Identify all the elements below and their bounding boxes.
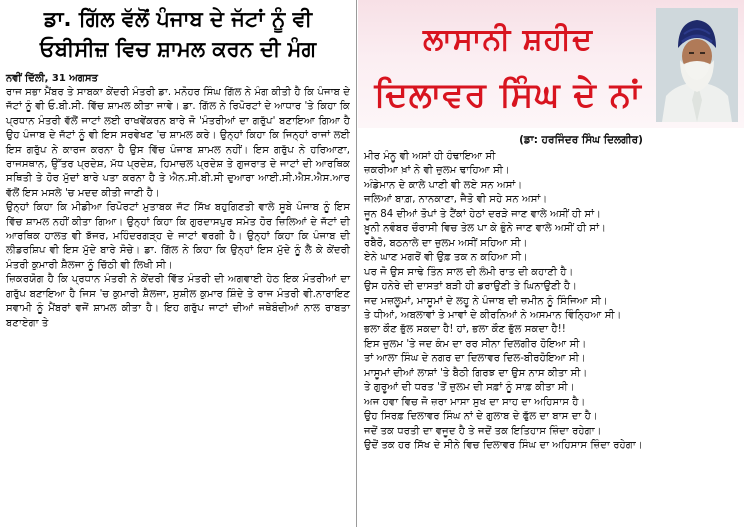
poem-line: ਉਦੋਂ ਤਕ ਹਰ ਸਿੱਖ ਦੇ ਸੀਨੇ ਵਿਚ ਦਿਲਾਵਰ ਸਿੰਘ ਦਾ ਅਹਿਸਾਸ ਜ਼ਿੰਦਾ ਰਹੇਗਾ। <box>364 440 643 452</box>
poem-line: ਜਦ ਮਜ਼ਲੂਮਾਂ, ਮਾਸੂਮਾਂ ਦੇ ਲਹੂ ਨੇ ਪੰਜਾਬ ਦੀ ਜ਼ਮੀਨ ਨੂੰ ਸਿੰਜਿਆ ਸੀ। <box>364 295 608 307</box>
poem-line: ਰਬੈਰੋ, ਬਠਨਾਲੇ ਦਾ ਜ਼ੁਲਮ ਅਸੀਂ ਸਹਿਆ ਸੀ। <box>364 237 528 249</box>
portrait-illustration <box>656 8 738 122</box>
left-paragraph-1: ਰਾਜ ਸਭਾ ਮੈਂਬਰ ਤੇ ਸਾਬਕਾ ਕੇਂਦਰੀ ਮੰਤਰੀ ਡਾ. ਮਨੋਹਰ ਸਿੰਘ ਗਿੱਲ ਨੇ ਮੰਗ ਕੀਤੀ ਹੈ ਕਿ ਪੰਜਾਬ ਦੇ ਜੱਟਾਂ ਨੂੰ ਵੀ ਓ.ਬੀ.ਸੀ. ਵਿੱਚ ਸ਼ਾਮਲ ਕੀਤਾ ਜਾਵੇ। ਡਾ. ਗਿੱਲ ਨੇ ਰਿਪੋਰਟਾਂ ਦੇ ਆਧਾਰ 'ਤੇ ਕਿਹਾ ਕਿ ਪ੍ਰਧਾਨ ਮੰਤਰੀ ਵੱਲੋਂ ਜਾਟਾਂ ਲਈ ਰਾਖਵੇਂਕਰਨ ਬਾਰੇ ਜੋ 'ਮੰਤਰੀਆਂ ਦਾ ਗਰੁੱਪ' ਬਣਾਇਆ ਗਿਆ ਹੈ ਉਹ ਪੰਜਾਬ ਦੇ ਜੱਟਾਂ ਨੂੰ ਵੀ ਇਸ ਸਰਵੇਖਣ 'ਚ ਸ਼ਾਮਲ ਕਰੇ। ਉਨ੍ਹਾਂ ਕਿਹਾ ਕਿ ਜਿਨ੍ਹਾਂ ਰਾਜਾਂ ਲਈ ਇਸ ਗਰੁੱਪ ਨੇ ਕਾਰਜ ਕਰਨਾ ਹੈ ਉਸ ਵਿੱਚ ਪੰਜਾਬ ਸ਼ਾਮਲ ਨਹੀਂ। ਇਸ ਗਰੁੱਪ ਨੇ ਹਰਿਆਣਾ, ਰਾਜਸਥਾਨ, ਉੱਤਰ ਪ੍ਰਦੇਸ਼, ਮੱਧ ਪ੍ਰਦੇਸ਼, ਹਿਮਾਚਲ ਪ੍ਰਦੇਸ਼ ਤੇ ਗੁਜਰਾਤ ਦੇ ਜਾਟਾਂ ਦੀ ਆਰਥਿਕ ਸਥਿਤੀ ਤੇ ਹੋਰ ਮੁੱਦਾਂ ਬਾਰੇ ਪਤਾ ਕਰਨਾ ਹੈ ਤੇ ਐਨ.ਸੀ.ਬੀ.ਸੀ ਦੁਆਰਾ ਆਈ.ਸੀ.ਐਸ.ਐਸ.ਆਰ ਵੱਲੋਂ ਇਸ ਮਸਲੇ 'ਚ ਮਦਦ ਕੀਤੀ ਜਾਣੀ ਹੈ। <box>6 87 350 199</box>
left-headline <box>0 0 356 64</box>
poem-line: ਮੀਰ ਮੰਨੂ ਵੀ ਅਸਾਂ ਹੀ ਹੰਢਾਇਆ ਸੀ <box>364 151 496 162</box>
poem-line: ਉਸ ਹਨੇਰੇ ਦੀ ਦਾਸਤਾਂ ਬੜੀ ਹੀ ਡਰਾਉਣੀ ਤੇ ਘਿਨਾਉਣੀ ਹੈ। <box>364 281 578 293</box>
poem-line: ਖ਼ੂਨੀ ਨਵੰਬਰ ਚੌਰਾਸੀ ਵਿਚ ਤੇਲ ਪਾ ਕੇ ਭੁੰਨੇ ਜਾਣ ਵਾਲੇ ਅਸੀਂ ਹੀ ਸਾਂ। <box>364 223 606 235</box>
left-article-body <box>0 86 356 331</box>
title-line-1: ਲਾਸਾਨੀ ਸ਼ਹੀਦ <box>423 22 593 57</box>
poem-line: ਏਨੇ ਘਾਣ ਮਗਰੋਂ ਵੀ ਉਫ਼ ਤਕ ਨ ਕਹਿਆ ਸੀ। <box>364 252 528 264</box>
poem-line: ਜ਼ਕਰੀਆ ਖ਼ਾਂ ਨੇ ਵੀ ਜ਼ੁਲਮ ਢਾਹਿਆ ਸੀ। <box>364 165 510 177</box>
poem-line: ਪਰ ਜੋ ਉਸ ਸਾਢੇ ਤਿੰਨ ਸਾਲ ਦੀ ਲੰਮੀ ਰਾਤ ਦੀ ਕਹਾਣੀ ਹੈ। <box>364 266 574 278</box>
author-byline: (ਡਾ: ਹਰਜਿੰਦਰ ਸਿੰਘ ਦਿਲਗੀਰ) <box>519 134 643 146</box>
portrait-photo <box>656 8 738 122</box>
poem-line: ਅਜ ਹਵਾ ਵਿਚ ਜੋ ਜ਼ਰਾ ਮਾਸਾ ਸੁਖ ਦਾ ਸਾਹ ਦਾ ਅਹਿਸਾਸ ਹੈ। <box>364 396 586 408</box>
poem-line: ਜੂਨ 84 ਦੀਆਂ ਤੋਪਾਂ ਤੇ ਟੈਂਕਾਂ ਹੇਠਾਂ ਦਰੜੇ ਜਾਣ ਵਾਲੇ ਅਸੀਂ ਹੀ ਸਾਂ। <box>364 208 602 220</box>
column-divider <box>356 0 357 527</box>
poem-line: ਜਦੋਂ ਤਕ ਧਰਤੀ ਦਾ ਵਜੂਦ ਹੈ ਤੇ ਜਦੋਂ ਤਕ ਇਤਿਹਾਸ ਜ਼ਿੰਦਾ ਰਹੇਗਾ। <box>364 425 602 437</box>
title-line-2: ਦਿਲਾਵਰ ਸਿੰਘ ਦੇ ਨਾਂ <box>374 75 642 115</box>
right-article <box>358 0 744 527</box>
dateline: ਨਵੀਂ ਦਿੱਲੀ, 31 ਅਗਸਤ <box>6 73 98 84</box>
left-paragraph-2: ਉਨ੍ਹਾਂ ਕਿਹਾ ਕਿ ਮੀਡੀਆ ਰਿਪੋਰਟਾਂ ਮੁਤਾਬਕ ਜੱਟ ਸਿੱਖ ਬਹੁਗਿਣਤੀ ਵਾਲੇ ਸੂਬੇ ਪੰਜਾਬ ਨੂੰ ਇਸ ਵਿੱਚ ਸ਼ਾਮਲ ਨਹੀਂ ਕੀਤਾ ਗਿਆ। ਉਨ੍ਹਾਂ ਕਿਹਾ ਕਿ ਗੁਰਦਾਸਪੁਰ ਸਮੇਤ ਹੋਰ ਜ਼ਿਲਿਆਂ ਦੇ ਜੱਟਾਂ ਦੀ ਆਰਥਿਕ ਹਾਲਤ ਵੀ ਝੱਜਰ, ਮਹਿੰਦਰਗੜ੍ਹ ਦੇ ਜਾਟਾਂ ਵਰਗੀ ਹੈ। ਉਨ੍ਹਾਂ ਕਿਹਾ ਕਿ ਪੰਜਾਬ ਦੀ ਲੀਡਰਸ਼ਿਪ ਵੀ ਇਸ ਮੁੱਦੇ ਬਾਰੇ ਸੋਚੇ। ਡਾ. ਗਿੱਲ ਨੇ ਕਿਹਾ ਕਿ ਉਨ੍ਹਾਂ ਇਸ ਮੁੱਦੇ ਨੂੰ ਲੈ ਕੇ ਕੇਂਦਰੀ ਮੰਤਰੀ ਕੁਮਾਰੀ ਸ਼ੈਲਜਾ ਨੂੰ ਚਿੱਠੀ ਵੀ ਲਿਖੀ ਸੀ। <box>6 202 350 271</box>
poem-line: ਇਸ ਜ਼ੁਲਮ 'ਤੇ ਜਦ ਕੰਮ ਦਾ ਰਰ ਸੀਨਾ ਦਿਲਗੀਰ ਹੋਇਆ ਸੀ। <box>364 338 587 350</box>
title-banner <box>358 0 744 128</box>
poem-line: ਤੇ ਗੁਰੂਆਂ ਦੀ ਧਰਤ 'ਤੋਂ ਜ਼ੁਲਮ ਦੀ ਸਫ਼ਾਂ ਨੂੰ ਸਾਫ਼ ਕੀਤਾ ਸੀ। <box>364 382 575 394</box>
left-article <box>0 0 356 527</box>
left-headline-line-1: ਡਾ. ਗਿੱਲ ਵੱਲੋਂ ਪੰਜਾਬ ਦੇ ਜੱਟਾਂ ਨੂੰ ਵੀ <box>43 7 313 31</box>
poem-line: ਤਾਂ ਆਲਾ ਸਿੰਘ ਦੇ ਨਗਰ ਦਾ ਦਿਲਾਵਰ ਦਿਲ-ਬੀਰਹੋਇਆ ਸੀ। <box>364 353 586 365</box>
poem-body <box>358 148 744 454</box>
left-paragraph-3: ਜ਼ਿਕਰਯੋਗ ਹੈ ਕਿ ਪ੍ਰਧਾਨ ਮੰਤਰੀ ਨੇ ਕੇਂਦਰੀ ਵਿੱਤ ਮੰਤਰੀ ਦੀ ਅਗਵਾਈ ਹੇਠ ਇਕ ਮੰਤਰੀਆਂ ਦਾ ਗਰੁੱਪ ਬਣਾਇਆ ਹੈ ਜਿਸ 'ਚ ਕੁਮਾਰੀ ਸ਼ੈਲਜਾ, ਸੁਸ਼ੀਲ ਕੁਮਾਰ ਸ਼ਿੰਦੇ ਤੇ ਰਾਜ ਮੰਤਰੀ ਵੀ.ਨਾਰਾਇਣ ਸਵਾਮੀ ਨੂੰ ਮੈਂਬਰਾਂ ਵਜੋਂ ਸ਼ਾਮਲ ਕੀਤਾ ਹੈ। ਇਹ ਗਰੁੱਪ ਜਾਟਾਂ ਦੀਆਂ ਜਥੇਬੰਦੀਆਂ ਨਾਲ ਰਾਬਤਾ ਬਣਾਏਗਾ ਤੇ <box>6 274 350 329</box>
left-headline-line-2: ਓਬੀਸੀਜ਼ ਵਿਚ ਸ਼ਾਮਲ ਕਰਨ ਦੀ ਮੰਗ <box>39 37 317 61</box>
poem-line: ਅੰਡੇਮਾਨ ਦੇ ਕਾਲੇ ਪਾਣੀ ਵੀ ਲਏ ਸਨ ਅਸਾਂ। <box>364 179 523 191</box>
poem-line: ਭਲਾ ਕੌਣ ਭੁੱਲ ਸਕਦਾ ਹੈ! ਹਾਂ, ਭਲਾ ਕੌਣ ਭੁੱਲ ਸਕਦਾ ਹੈ!! <box>364 324 566 336</box>
poem-line: ਤੇ ਧੀਆਂ, ਅਬਲਾਵਾਂ ਤੇ ਮਾਵਾਂ ਦੇ ਕੀਰਨਿਆਂ ਨੇ ਅਸਮਾਨ ਵਿੰਨ੍ਹਿਆ ਸੀ। <box>364 309 622 321</box>
poem-line: ਉਹ ਸਿਰਫ਼ ਦਿਲਾਵਰ ਸਿੰਘ ਨਾਂ ਦੇ ਗੁਲਾਬ ਦੇ ਫੁੱਲ ਦਾ ਬਾਸ ਦਾ ਹੈ। <box>364 411 598 423</box>
poem-line: ਜਲਿਆਂ ਬਾਗ਼, ਨਾਨਕਾਣਾ, ਜੈਤੋ ਵੀ ਸਹੇ ਸਨ ਅਸਾਂ। <box>364 194 548 206</box>
poem-line: ਮਾਸੂਮਾਂ ਦੀਆਂ ਲਾਸ਼ਾਂ 'ਤੇ ਬੈਠੀ ਗਿਰਝ ਦਾ ਉਸ ਨਾਸ ਕੀਤਾ ਸੀ। <box>364 367 588 379</box>
